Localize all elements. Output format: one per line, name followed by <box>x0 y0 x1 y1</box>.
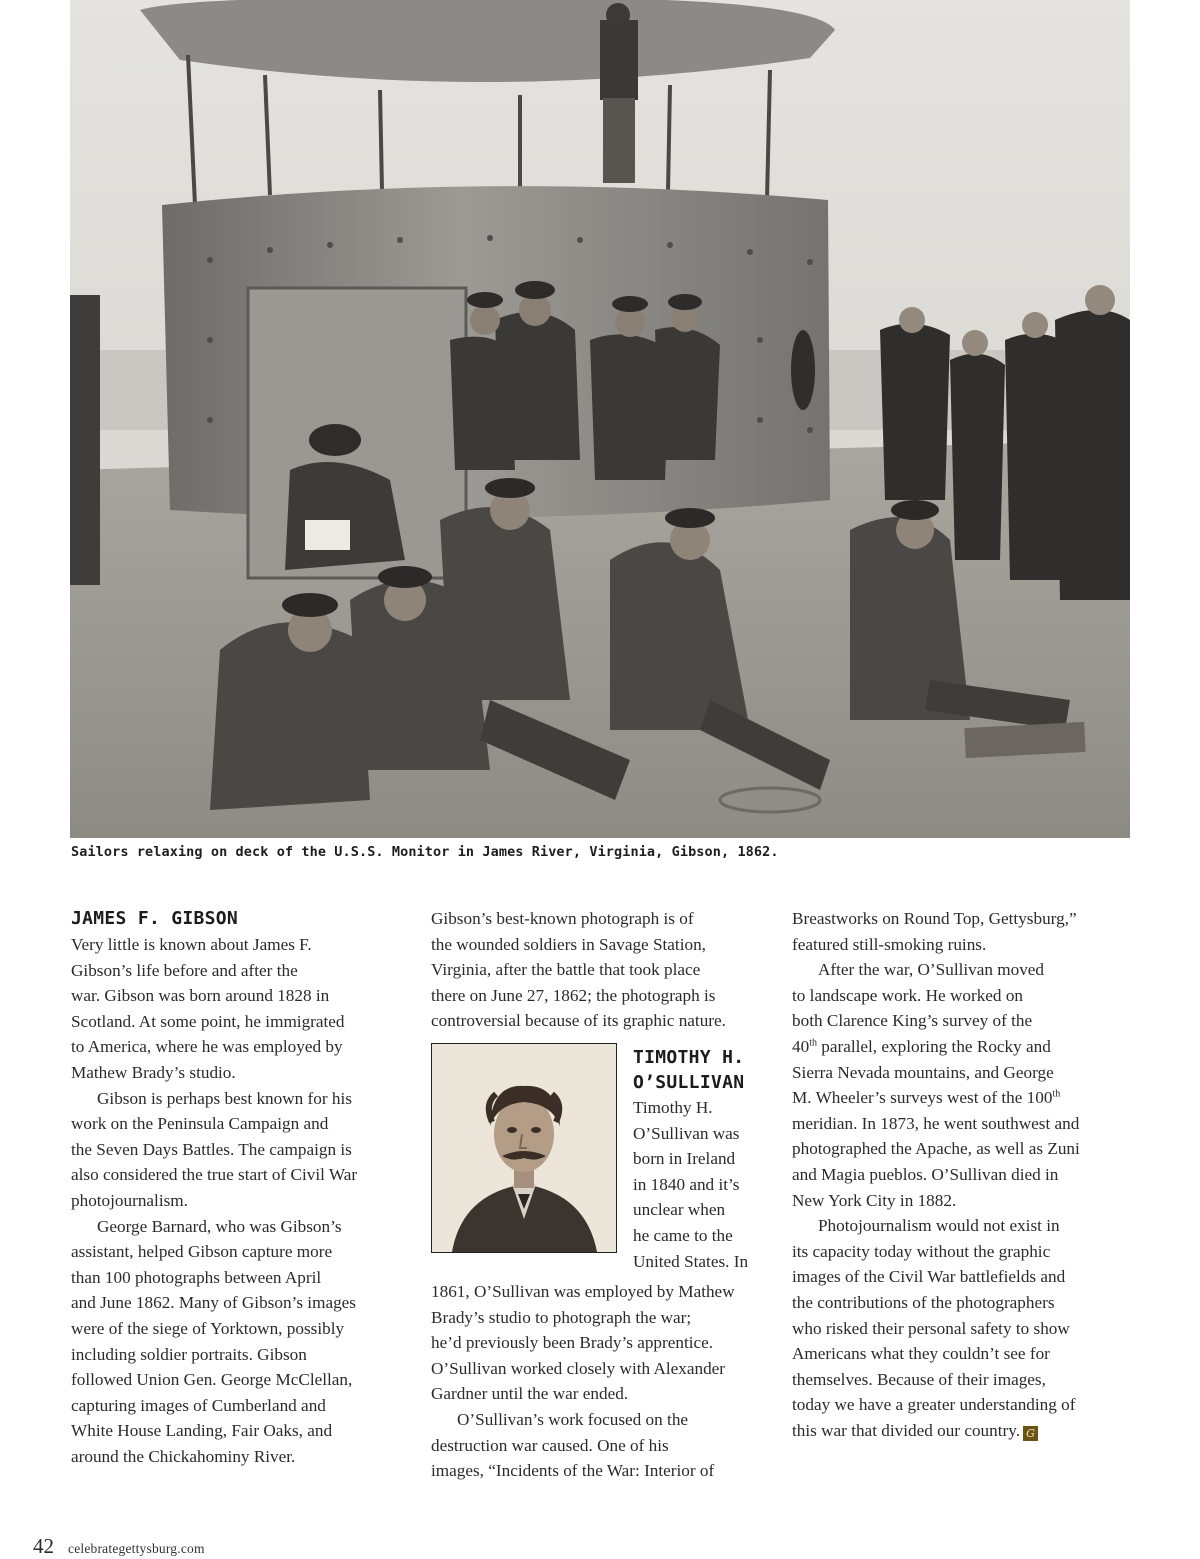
gibson-heading: JAMES F. GIBSON <box>71 908 239 929</box>
text-line: who risked their personal safety to show <box>792 1318 1070 1338</box>
osullivan-portrait <box>431 1043 617 1253</box>
text-line: photographed the Apache, as well as Zuni <box>792 1139 1080 1159</box>
text-line: to landscape work. He worked on <box>792 985 1024 1005</box>
text-line: both Clarence King’s survey of the <box>792 1011 1033 1031</box>
text-line: today we have a greater understanding of <box>792 1395 1076 1415</box>
text-line: the contributions of the photographers <box>792 1292 1055 1312</box>
ordinal-suffix: th <box>1052 1088 1061 1100</box>
text-line: O’Sullivan worked closely with Alexander <box>431 1358 726 1378</box>
text-line: controversial because of its graphic nature. <box>431 1011 726 1031</box>
gibson-best-known-paragraph <box>431 906 771 1034</box>
text-line: Gibson’s best-known photograph is of <box>431 909 694 928</box>
text-line: Americans what they couldn’t see for <box>792 1344 1050 1364</box>
osullivan-intro <box>431 1043 771 1279</box>
text-fragment: M. Wheeler’s surveys west of the 100 <box>792 1088 1053 1108</box>
text-line: Mathew Brady’s studio. <box>71 1062 236 1082</box>
column-right <box>792 906 1137 1443</box>
ordinal-suffix: th <box>809 1037 817 1049</box>
text-line <box>792 1085 1137 1111</box>
text-line: 1861, O’Sullivan was employed by Mathew <box>431 1281 735 1301</box>
text-line: Scotland. At some point, he immigrated <box>71 1011 345 1031</box>
text-line: to America, where he was employed by <box>71 1037 343 1057</box>
column-gibson <box>71 906 406 1469</box>
text-line: images of the Civil War battlefields and <box>792 1267 1066 1287</box>
text-line: in 1840 and it’s <box>633 1174 740 1194</box>
text-line: including soldier portraits. Gibson <box>71 1344 307 1364</box>
text-line: White House Landing, Fair Oaks, and <box>71 1421 333 1441</box>
text-line: war. Gibson was born around 1828 in <box>71 986 330 1006</box>
text-line: Sierra Nevada mountains, and George <box>792 1062 1054 1082</box>
text-line: Gibson’s life before and after the <box>71 960 298 980</box>
column-middle <box>431 906 771 1484</box>
text-line: Very little is known about James F. <box>71 935 312 954</box>
end-mark-icon: G <box>1023 1426 1038 1441</box>
text-line: themselves. Because of their images, <box>792 1369 1046 1389</box>
osullivan-paragraph-3 <box>792 957 1137 1213</box>
text-line: and June 1862. Many of Gibson’s images <box>71 1293 356 1313</box>
ordinal-number: 40 <box>792 1036 810 1056</box>
text-line: also considered the true start of Civil War <box>71 1165 358 1185</box>
text-line: Timothy H. <box>633 1097 713 1117</box>
text-line <box>792 1034 1137 1060</box>
text-line: Gardner until the war ended. <box>431 1384 629 1404</box>
text-line: he came to the <box>633 1225 733 1245</box>
text-line: its capacity today without the graphic <box>792 1241 1051 1261</box>
page-number: 42 <box>33 1534 54 1558</box>
site-url: celebrategettysburg.com <box>68 1541 205 1556</box>
page-footer <box>33 1534 205 1559</box>
gibson-paragraph-2 <box>71 1086 406 1214</box>
text-line: destruction war caused. One of his <box>431 1435 669 1455</box>
text-line: the Seven Days Battles. The campaign is <box>71 1139 352 1159</box>
text-line: were of the siege of Yorktown, possibly <box>71 1318 345 1338</box>
text-line: born in Ireland <box>633 1149 736 1169</box>
text-fragment: this war that divided our country. <box>792 1420 1021 1440</box>
text-line: Breastworks on Round Top, Gettysburg,” <box>792 909 1077 928</box>
text-line: O’Sullivan was <box>633 1123 740 1143</box>
text-line: followed Union Gen. George McClellan, <box>71 1370 353 1390</box>
text-line: George Barnard, who was Gibson’s <box>97 1216 342 1236</box>
text-fragment: parallel, exploring the Rocky and <box>816 1036 1051 1056</box>
text-line: After the war, O’Sullivan moved <box>818 960 1045 980</box>
osullivan-heading: O’SULLIVAN <box>633 1071 745 1093</box>
text-line: and Magia pueblos. O’Sullivan died in <box>792 1164 1059 1184</box>
text-line: images, “Incidents of the War: Interior of <box>431 1461 715 1481</box>
text-line <box>792 1418 1137 1444</box>
text-line: O’Sullivan’s work focused on the <box>457 1409 689 1429</box>
osullivan-side-text <box>633 1045 773 1274</box>
text-line: assistant, helped Gibson capture more <box>71 1242 333 1262</box>
text-line: there on June 27, 1862; the photograph is <box>431 985 716 1005</box>
text-line: meridian. In 1873, he went southwest and <box>792 1113 1080 1133</box>
photo-caption: Sailors relaxing on deck of the U.S.S. Monitor in James River, Virginia, Gibson, 1862. <box>71 844 779 860</box>
text-line: Gibson is perhaps best known for his <box>97 1088 352 1108</box>
text-line: photojournalism. <box>71 1190 188 1210</box>
text-line: unclear when <box>633 1200 726 1220</box>
gibson-paragraph-3 <box>71 1214 406 1470</box>
osullivan-heading: TIMOTHY H. <box>633 1046 745 1068</box>
text-line: Photojournalism would not exist in <box>818 1216 1060 1236</box>
closing-paragraph <box>792 1213 1137 1443</box>
osullivan-paragraph-1 <box>431 1279 771 1407</box>
text-line: the wounded soldiers in Savage Station, <box>431 934 706 954</box>
osullivan-paragraph-2-cont <box>792 906 1137 957</box>
text-line: Virginia, after the battle that took place <box>431 960 701 980</box>
monitor-deck-photo <box>70 0 1130 838</box>
text-line: he’d previously been Brady’s apprentice. <box>431 1333 714 1353</box>
text-line: featured still-smoking ruins. <box>792 934 987 954</box>
text-line: United States. In <box>633 1251 749 1271</box>
text-line: around the Chickahominy River. <box>71 1446 296 1466</box>
text-line: Brady’s studio to photograph the war; <box>431 1307 692 1327</box>
text-line: than 100 photographs between April <box>71 1267 322 1287</box>
text-line: New York City in 1882. <box>792 1190 957 1210</box>
gibson-paragraph-1 <box>71 932 406 1086</box>
text-line: work on the Peninsula Campaign and <box>71 1114 329 1134</box>
osullivan-paragraph-2 <box>431 1407 771 1484</box>
text-line: capturing images of Cumberland and <box>71 1395 326 1415</box>
